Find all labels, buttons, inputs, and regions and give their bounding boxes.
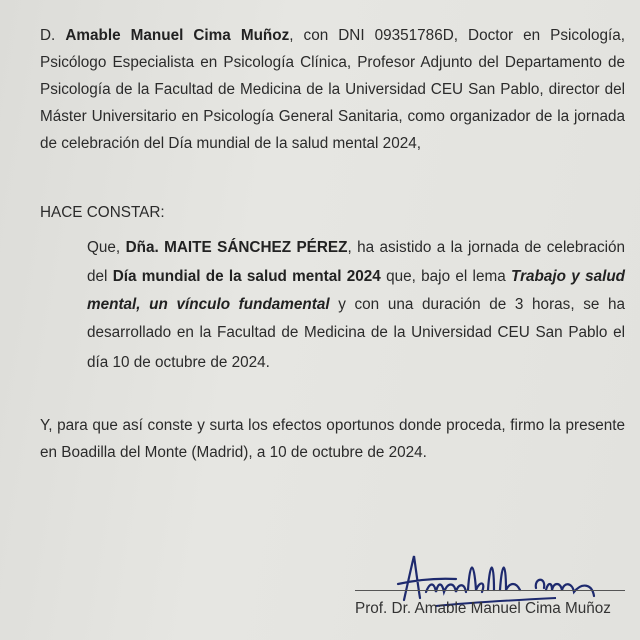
issuer-name: Amable Manuel Cima Muñoz [65,27,290,44]
closing-line-1: Y, para que así conste y surta los efectos oportunos donde proceda, firmo la presente [40,417,625,434]
attendee-title: Dña. [125,239,159,256]
body-line-5: día 10 de octubre de 2024. [87,354,270,371]
intro-line-2: Psicólogo Especialista en Psicología Clínica, Profesor Adjunto del Departamento de [40,54,625,71]
text: D. [40,27,56,44]
signature-line [355,590,625,591]
text: , ha asistido a la jornada de celebración [347,239,626,256]
event-name: Día mundial de la salud mental 2024 [112,268,381,285]
intro-line-3: Psicología de la Facultad de Medicina de la Universidad CEU San Pablo, director del [40,81,625,98]
body-line-1 [87,239,625,257]
text: que, bajo el lema [386,268,506,285]
intro-line-4: Máster Universitario en Psicología General Sanitaria, como organizador de la jornada [40,108,625,125]
signatory-name: Prof. Dr. Amable Manuel Cima Muñoz [355,600,611,617]
text: , con DNI 09351786D, Doctor en Psicología, [289,27,626,44]
heading-hace-constar: HACE CONSTAR: [40,204,165,221]
text: del [87,268,108,285]
attendee-name: MAITE SÁNCHEZ PÉREZ [164,239,348,256]
handwritten-signature [396,552,606,607]
body-line-4: desarrollado en la Facultad de Medicina de la Universidad CEU San Pablo el [87,324,625,341]
event-motto: mental, un vínculo fundamental [87,296,330,313]
text: Que, [87,239,121,256]
closing-line-2: en Boadilla del Monte (Madrid), a 10 de octubre de 2024. [40,444,427,461]
body-line-3 [87,296,625,314]
body-line-2 [87,268,625,286]
intro-line-1 [40,27,625,45]
event-motto: Trabajo y salud [511,268,626,285]
intro-line-5: de celebración del Día mundial de la salud mental 2024, [40,135,421,152]
text: y con una duración de 3 horas, se ha [338,296,625,313]
